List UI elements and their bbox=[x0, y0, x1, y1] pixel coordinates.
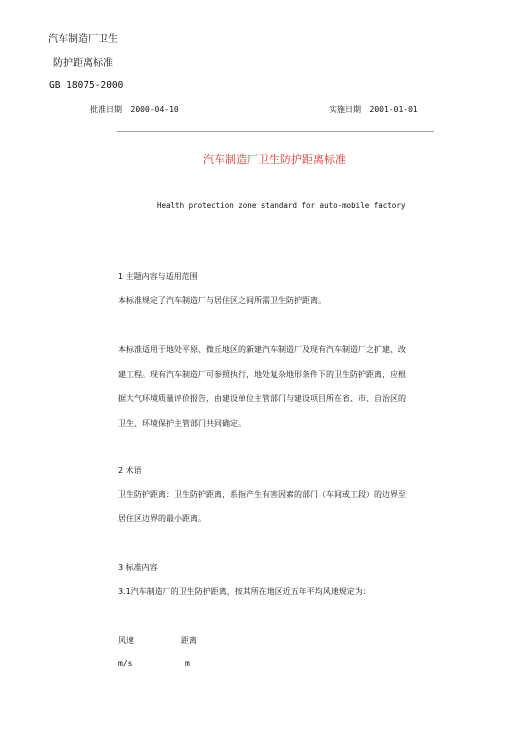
table-unit-wind-speed: m/s bbox=[118, 659, 133, 668]
standard-code: GB 18075-2000 bbox=[49, 80, 124, 91]
section-1-paragraph-2-line-4: 卫生、环境保护主管部门共同确定。 bbox=[118, 419, 246, 428]
section-3-heading: 3 标准内容 bbox=[118, 563, 158, 572]
table-header-distance: 距离 bbox=[181, 636, 197, 645]
header-title-line2: 防护距离标准 bbox=[53, 58, 113, 69]
section-1-heading: 1 主题内容与适用范围 bbox=[118, 272, 198, 281]
divider-line bbox=[117, 131, 434, 132]
section-2-paragraph-line-2: 居住区边界的最小距离。 bbox=[118, 514, 206, 523]
header-title-line1: 汽车制造厂卫生 bbox=[48, 34, 118, 45]
section-1-paragraph-1: 本标准规定了汽车制造厂与居住区之间所需卫生防护距离。 bbox=[118, 296, 326, 305]
section-1-paragraph-2-line-1: 本标准适用于地处平原、微丘地区的新建汽车制造厂及现有汽车制造厂之扩建、改 bbox=[118, 345, 406, 354]
effective-date-row bbox=[329, 104, 418, 115]
section-3-paragraph-1: 3.1汽车制造厂的卫生防护距离，按其所在地区近五年平均风速规定为： bbox=[118, 587, 371, 596]
table-unit-distance: m bbox=[185, 659, 190, 668]
approval-label: 批准日期 bbox=[90, 105, 122, 114]
effective-date: 2001-01-01 bbox=[369, 105, 418, 114]
document-title-cn: 汽车制造厂卫生防护距离标准 bbox=[203, 153, 346, 166]
effective-label: 实施日期 bbox=[329, 105, 361, 114]
approval-date-row bbox=[90, 104, 179, 115]
section-1-paragraph-2-line-3: 据大气环境质量评价报告，由建设单位主管部门与建设项目所在省、市、自治区的 bbox=[118, 394, 406, 403]
table-header-wind-speed: 风速 bbox=[118, 636, 134, 645]
approval-date: 2000-04-10 bbox=[130, 105, 179, 114]
document-title-en: Health protection zone standard for auto-mobile factory bbox=[157, 201, 406, 210]
section-1-paragraph-2-line-2: 建工程。现有汽车制造厂可参照执行，地处复杂地形条件下的卫生防护距离，应根 bbox=[118, 370, 406, 379]
section-2-paragraph-line-1: 卫生防护距离：卫生防护距离，系指产生有害因素的部门（车间或工段）的边界至 bbox=[118, 490, 406, 499]
section-2-heading: 2 术语 bbox=[118, 466, 142, 475]
